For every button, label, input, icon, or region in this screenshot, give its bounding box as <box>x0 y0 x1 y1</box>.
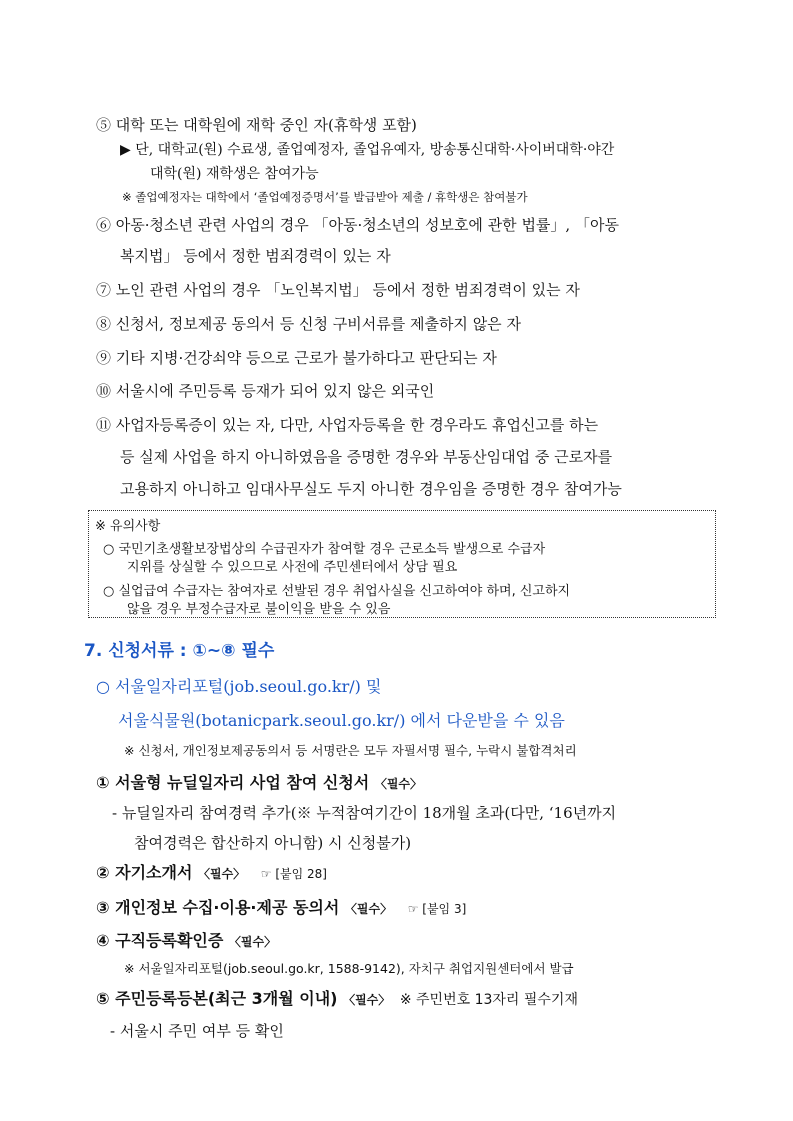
portal-line1: ○ 서울일자리포털(job.seoul.go.kr/) 및 <box>96 677 382 696</box>
doc-1-sub-line2: 참여경력은 합산하지 아니함) 시 신청불가) <box>134 834 412 852</box>
notice-bullet-2-line1: ○ 실업급여 수급자는 참여자로 선발된 경우 취업사실을 신고하여야 하며, 신고하지 <box>103 584 571 599</box>
notice-bullet-1-line2: 지위를 상실할 수 있으므로 사전에 주민센터에서 상담 필요 <box>127 560 458 575</box>
doc-5-required-tag: 〈필수〉 <box>343 993 391 1007</box>
portal-line2: 서울식물원(botanicpark.seoul.go.kr/) 에서 다운받을 수 있음 <box>118 711 565 730</box>
doc-3 <box>96 895 466 918</box>
notice-bullet-2-line2: 않을 경우 부정수급자로 불이익을 받을 수 있음 <box>127 602 391 617</box>
item-5-sub-line2: 대학(원) 재학생은 참여가능 <box>150 166 319 182</box>
doc-3-title: ③ 개인정보 수집·이용·제공 동의서 <box>96 898 340 917</box>
item-8: ⑧ 신청서, 정보제공 동의서 등 신청 구비서류를 제출하지 않은 자 <box>96 315 521 333</box>
doc-2-reference: ☞ [붙임 28] <box>260 867 327 881</box>
item-9: ⑨ 기타 지병·건강쇠약 등으로 근로가 불가하다고 판단되는 자 <box>96 349 497 367</box>
doc-4-title: ④ 구직등록확인증 <box>96 931 224 950</box>
item-7: ⑦ 노인 관련 사업의 경우 「노인복지법」 등에서 정한 범죄경력이 있는 자 <box>96 281 580 299</box>
item-6-line2: 복지법」 등에서 정한 범죄경력이 있는 자 <box>120 247 391 265</box>
item-10: ⑩ 서울시에 주민등록 등재가 되어 있지 않은 외국인 <box>96 382 435 400</box>
item-11-line1: ⑪ 사업자등록증이 있는 자, 다만, 사업자등록을 한 경우라도 휴업신고를 하는 <box>96 416 599 434</box>
doc-2-required-tag: 〈필수〉 <box>197 867 246 881</box>
doc-1 <box>96 770 422 793</box>
notice-title: ※ 유의사항 <box>95 519 161 534</box>
item-5-sub-line1: ▶ 단, 대학교(원) 수료생, 졸업예정자, 졸업유예자, 방송통신대학·사이버대학·야간 <box>120 142 615 158</box>
doc-5-sub: - 서울시 주민 여부 등 확인 <box>110 1022 284 1040</box>
doc-2-title: ② 자기소개서 <box>96 863 193 882</box>
doc-5-note: ※ 주민번호 13자리 필수기재 <box>399 992 578 1008</box>
doc-1-title: ① 서울형 뉴딜일자리 사업 참여 신청서 <box>96 773 370 792</box>
doc-3-required-tag: 〈필수〉 <box>344 902 393 916</box>
doc-5 <box>96 986 578 1009</box>
item-11-line3: 고용하지 아니하고 임대사무실도 두지 아니한 경우임을 증명한 경우 참여가능 <box>120 480 622 498</box>
item-6-line1: ⑥ 아동·청소년 관련 사업의 경우 「아동·청소년의 성보호에 관한 법률」, 「아동 <box>96 216 619 234</box>
item-5-note: ※ 졸업예정자는 대학에서 ‘졸업예정증명서’를 발급받아 제출 / 휴학생은 참여불가 <box>122 190 528 204</box>
doc-4-required-tag: 〈필수〉 <box>228 935 277 949</box>
notice-box <box>88 510 716 618</box>
doc-2 <box>96 860 327 883</box>
doc-4-note: ※ 서울일자리포털(job.seoul.go.kr, 1588-9142), 자치구 취업지원센터에서 발급 <box>124 961 574 976</box>
doc-4 <box>96 928 276 951</box>
signature-note: ※ 신청서, 개인정보제공동의서 등 서명란은 모두 자필서명 필수, 누락시 불합격처리 <box>124 743 577 758</box>
doc-1-sub-line1: - 뉴딜일자리 참여경력 추가(※ 누적참여기간이 18개월 초과(다만, ‘16년까지 <box>112 804 617 822</box>
doc-5-title: ⑤ 주민등록등본(최근 3개월 이내) <box>96 989 338 1008</box>
notice-bullet-1-line1: ○ 국민기초생활보장법상의 수급권자가 참여할 경우 근로소득 발생으로 수급자 <box>103 542 546 557</box>
doc-1-required-tag: 〈필수〉 <box>374 777 423 791</box>
item-11-line2: 등 실제 사업을 하지 아니하였음을 증명한 경우와 부동산임대업 중 근로자를 <box>120 448 613 466</box>
item-5: ⑤ 대학 또는 대학원에 재학 중인 자(휴학생 포함) <box>96 116 417 134</box>
section-7-heading: 7. 신청서류 : ①~⑧ 필수 <box>84 641 275 661</box>
doc-3-reference: ☞ [붙임 3] <box>407 902 467 916</box>
